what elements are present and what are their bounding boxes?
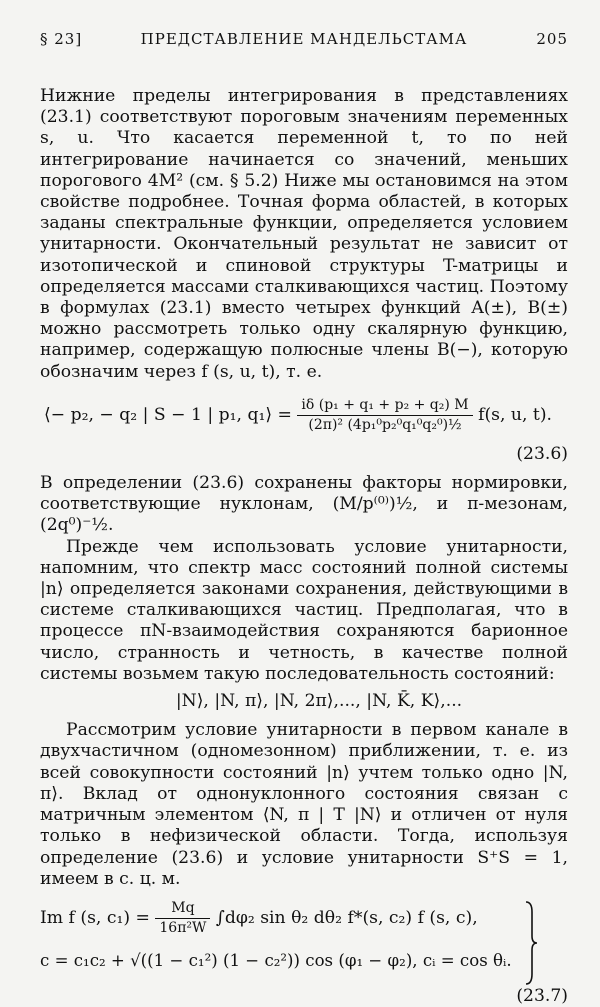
page-body	[40, 86, 568, 1007]
running-header	[40, 30, 568, 52]
paragraph-1: Нижние пределы интегрирования в представлениях (23.1) соответствуют пороговым значениям переменных s, u. Что касается переменной t, то по ней интегрирование начинается со значений, меньших порогового 4M² (см. § 5.2) Ниже мы остановимся на этом свойстве подробнее. Точная форма областей, в которых заданы спектральные функции, определяется условием унитарности. Окончательный результат не зависит от изотопической и спиновой структуры T-матрицы и определяется массами сталкивающихся частиц. Поэтому в формулах (23.1) вместо четырех функций A(±), B(±) можно рассмотреть только одну скалярную функцию, например, содержащую полюсные члены B(−), которую обозначим через f (s, u, t), т. е.	[40, 86, 568, 382]
eq2-line1	[40, 900, 478, 937]
eq2-line2: c = c₁c₂ + √((1 − c₁²) (1 − c₂²)) cos (φ₁ − φ₂), cᵢ = cos θᵢ.	[40, 950, 512, 970]
paragraph-4: Рассмотрим условие унитарности в первом канале в двухчастичном (одномезонном) приближении, т. е. из всей совокупности состояний |n⟩ учтем только одно |N, π⟩. Вклад от однонуклонного состояния связан с матричным элементом ⟨N, π | T |N⟩ и отличен от нуля только в нефизической области. Тогда, используя определение (23.6) и условие унитарности S⁺S = 1, имеем в с. ц. м.	[40, 720, 568, 889]
states-sequence: |N⟩, |N, π⟩, |N, 2π⟩,..., |N, K̄, K⟩,...	[175, 691, 463, 712]
section-ref: § 23]	[40, 30, 83, 48]
eq2-fraction	[155, 900, 210, 937]
equation-23-7	[40, 900, 568, 986]
equation-number-23-6: (23.6)	[516, 443, 568, 464]
eq2-numerator: Mq	[155, 900, 210, 919]
equation-23-6	[40, 397, 568, 434]
eq2-lhs: Im f (s, c₁) =	[40, 907, 150, 928]
eq1-denominator: (2π)² (4p₁⁰p₂⁰q₁⁰q₂⁰)½	[308, 416, 462, 433]
eq1-lhs: ⟨− p₂, − q₂ | S − 1 | p₁, q₁⟩ =	[44, 404, 292, 425]
running-title: ПРЕДСТАВЛЕНИЕ МАНДЕЛЬСТАМА	[140, 30, 468, 48]
eq1-fraction	[297, 397, 472, 434]
equation-number-23-7: (23.7)	[516, 985, 568, 1006]
page-number: 205	[536, 30, 568, 48]
eq1-rhs: f(s, u, t).	[478, 404, 552, 425]
eq2-integral: ∫dφ₂ sin θ₂ dθ₂ f*(s, c₂) f (s, c),	[215, 907, 478, 928]
eq1-numerator: iδ (p₁ + q₁ + p₂ + q₂) M	[297, 397, 472, 416]
eq2-denominator: 16π²W	[159, 919, 207, 936]
paragraph-2: В определении (23.6) сохранены факторы нормировки, соответствующие нуклонам, (M/p⁽⁰⁾)½, и π-мезонам, (2q⁰)⁻½.	[40, 473, 568, 536]
right-brace-icon	[524, 900, 538, 986]
paragraph-3: Прежде чем использовать условие унитарности, напомним, что спектр масс состояний полной системы |n⟩ определяется законами сохранения, действующими в системе сталкивающихся частиц. Предполагая, что в процессе πN-взаимодействия сохраняются барионное число, странность и четность, в качестве полной системы возьмем такую последовательность состояний:	[40, 536, 568, 684]
